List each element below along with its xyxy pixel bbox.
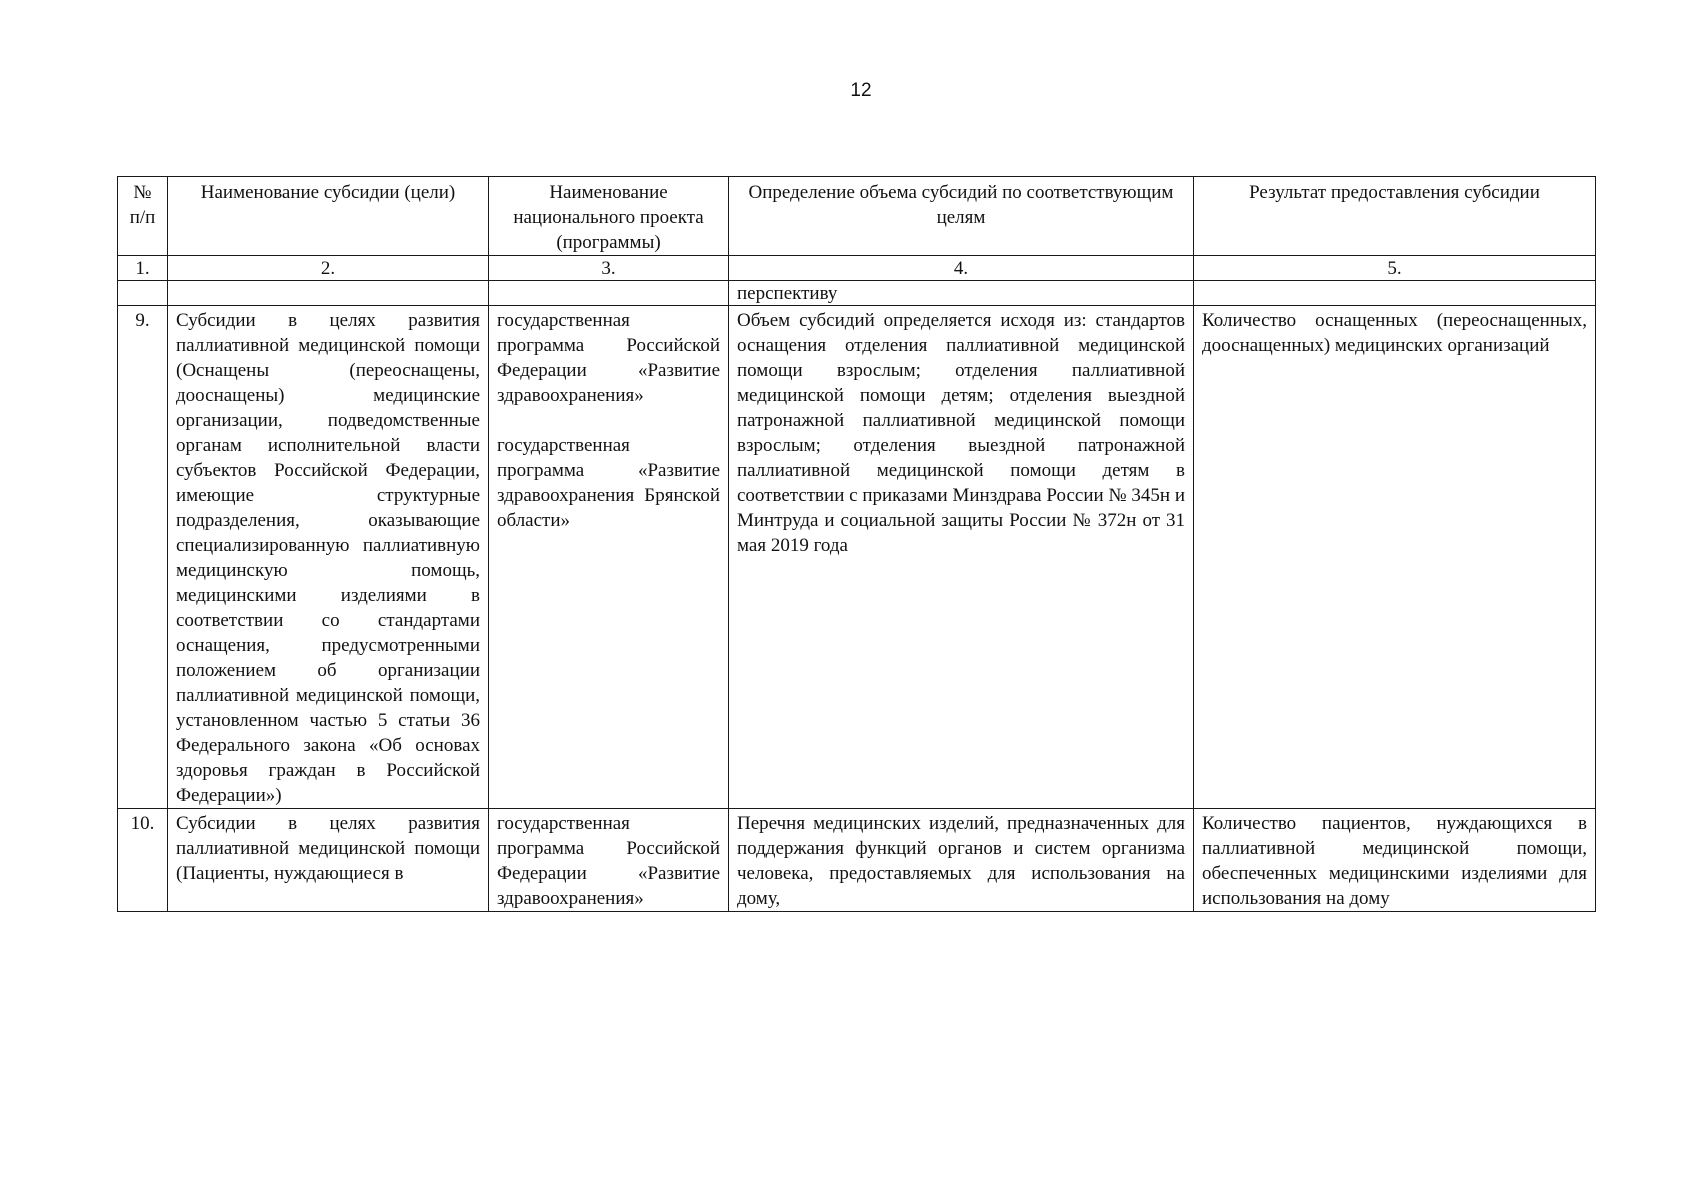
column-number: 1. (118, 256, 168, 281)
table-header-row (118, 177, 1596, 256)
project-name-federal: государственная программа Российской Федерации «Развитие здравоохранения» (489, 809, 729, 912)
header-project-name: Наименование национального проекта (программы) (489, 177, 729, 256)
page-number: 12 (850, 80, 872, 101)
column-number: 3. (489, 256, 729, 281)
continuation-text: перспективу (729, 281, 1194, 306)
volume-definition: Объем субсидий определяется исходя из: стандартов оснащения отделения паллиативной медицинской помощи взрослым; отделения паллиативной медицинской помощи детям; отделения выездной патронажной паллиативной медицинской помощи взрослым; отделения выездной патронажной паллиативной медицинской помощи детям в соответствии с приказами Минздрава России № 345н и Минтруда и социальной защиты России № 372н от 31 мая 2019 года (729, 306, 1194, 809)
header-volume-definition: Определение объема субсидий по соответствующим целям (729, 177, 1194, 256)
column-number: 5. (1194, 256, 1596, 281)
subsidy-name: Субсидии в целях развития паллиативной медицинской помощи (Пациенты, нуждающиеся в (168, 809, 489, 912)
header-number: № п/п (118, 177, 168, 256)
table-row (118, 809, 1596, 912)
column-number-row (118, 256, 1596, 281)
subsidy-table (117, 176, 1596, 912)
row-number: 10. (118, 809, 168, 912)
header-subsidy-name: Наименование субсидии (цели) (168, 177, 489, 256)
subsidy-result: Количество оснащенных (переоснащенных, дооснащенных) медицинских организаций (1194, 306, 1596, 809)
project-name-federal: государственная программа Российской Федерации «Развитие здравоохранения» (497, 310, 720, 406)
header-result: Результат предоставления субсидии (1194, 177, 1596, 256)
row-number: 9. (118, 306, 168, 809)
project-name (489, 306, 729, 809)
column-number: 2. (168, 256, 489, 281)
subsidy-result: Количество пациентов, нуждающихся в паллиативной медицинской помощи, обеспеченных медицинскими изделиями для использования на дому (1194, 809, 1596, 912)
volume-definition: Перечня медицинских изделий, предназначенных для поддержания функций органов и систем организма человека, предоставляемых для использования на дому, (729, 809, 1194, 912)
project-name-regional: государственная программа «Развитие здравоохранения Брянской области» (497, 435, 720, 531)
continuation-row (118, 281, 1596, 306)
column-number: 4. (729, 256, 1194, 281)
table-row (118, 306, 1596, 809)
subsidy-name: Субсидии в целях развития паллиативной медицинской помощи (Оснащены (переоснащены, дооснащены) медицинские организации, подведомственные органам исполнительной власти субъектов Российской Федерации, имеющие структурные подразделения, оказывающие специализированную паллиативную медицинскую помощь, медицинскими изделиями в соответствии со стандартами оснащения, предусмотренными положением об организации паллиативной медицинской помощи, установленном частью 5 статьи 36 Федерального закона «Об основах здоровья граждан в Российской Федерации») (168, 306, 489, 809)
